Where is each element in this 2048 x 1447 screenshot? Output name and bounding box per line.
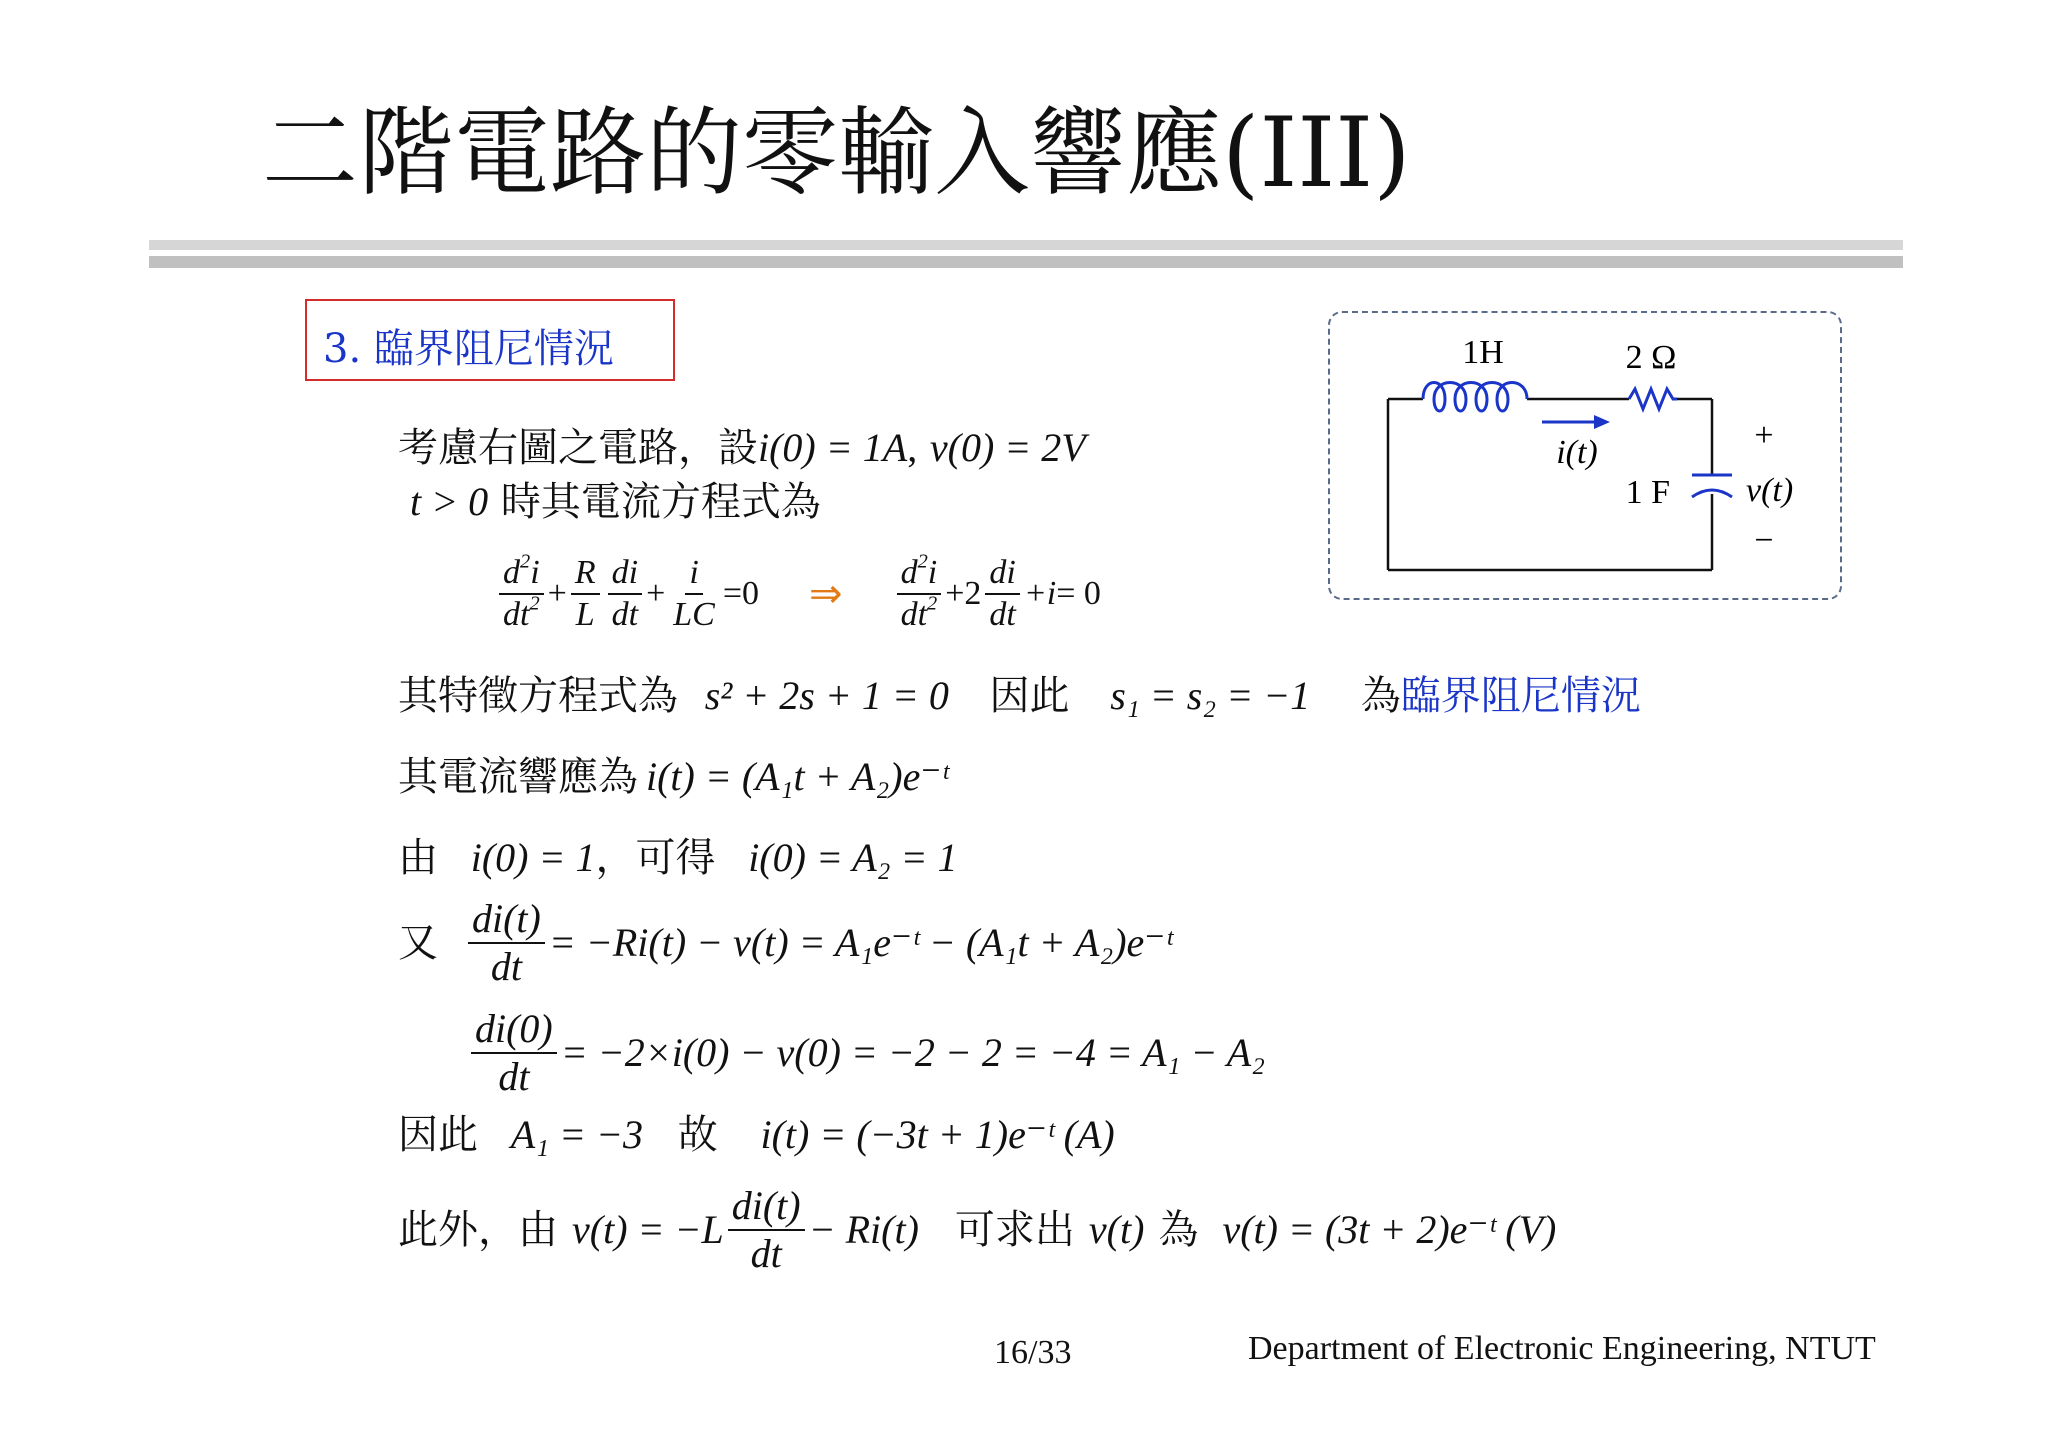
- separator: ,: [907, 425, 918, 470]
- v-expression-rhs: − Ri(t): [808, 1207, 919, 1252]
- voltage-line: 此外，由 v(t) = −L $\frac{di(t)}{dt}$ − Ri(t) 可求出 v(t) 為 v(t) = (3t + 2)e⁻ᵗ (V): [398, 1183, 1557, 1276]
- also-text: 又: [398, 920, 438, 966]
- plus-sign: +: [1754, 417, 1774, 454]
- a1-value: A₁ = −3: [510, 1112, 644, 1157]
- as-text: 為: [1158, 1207, 1199, 1253]
- obtain-text: ，可得: [595, 835, 716, 881]
- case-name: 臨界阻尼情況: [1400, 673, 1641, 719]
- final-current: i(t) = (−3t + 1)e⁻ᵗ (A): [760, 1112, 1115, 1157]
- minus-sign: −: [1754, 522, 1774, 559]
- page-number: 16/33: [994, 1334, 1072, 1371]
- inductor-icon: [1423, 383, 1527, 412]
- solve-text: 可求出: [954, 1207, 1075, 1253]
- final-voltage: v(t) = (3t + 2)e⁻ᵗ (V): [1222, 1207, 1557, 1252]
- condition-text: 時其電流方程式為: [500, 479, 821, 525]
- roots: s₁ = s₂ = −1: [1110, 673, 1311, 718]
- i0-condition: i(0) = 1: [470, 835, 596, 880]
- derivative-zero-line: $\frac{di(0)}{dt}$ = −2×i(0) − v(0) = −2 − 2 = −4 = A₁ − A₂: [467, 1008, 1265, 1098]
- circuit-diagram: [1328, 311, 1842, 600]
- result-current-line: [398, 1112, 1115, 1158]
- capacitor-icon: [1692, 475, 1732, 497]
- slide-title: 二階電路的零輸入響應(III): [262, 97, 1411, 209]
- from-text: 由: [398, 835, 438, 881]
- derivative-line: 又 $\frac{di(t)}{dt}$ = −Ri(t) − v(t) = A₁e⁻ᵗ − (A₁t + A₂)e⁻ᵗ: [398, 896, 1173, 989]
- implies-arrow-icon: ⇒: [809, 570, 843, 617]
- response-equation: i(t) = (A₁t + A₂)e⁻ᵗ: [646, 754, 949, 799]
- therefore-text-2: 因此: [398, 1112, 478, 1158]
- title-divider: [149, 240, 1903, 250]
- current-arrow-icon: [1542, 415, 1610, 429]
- char-text: 其特徵方程式為: [398, 673, 678, 719]
- therefore-text: 因此: [989, 673, 1070, 719]
- i0-equation: i(0) = A₂ = 1: [748, 835, 958, 880]
- case-label: 3. 臨界阻尼情況: [323, 326, 614, 372]
- department-footer: Department of Electronic Engineering, NTUT: [1248, 1330, 1876, 1367]
- initial-condition-line: [398, 835, 958, 881]
- response-text: 其電流響應為: [398, 754, 638, 800]
- inductor-label: 1H: [1462, 334, 1504, 371]
- capacitor-label: 1 F: [1625, 474, 1670, 511]
- v-expression-lhs: v(t) = −L: [572, 1207, 724, 1252]
- title-divider-lower: [149, 256, 1903, 268]
- time-condition: t > 0: [410, 479, 489, 524]
- response-line: [398, 754, 949, 800]
- intro-line: [398, 425, 1086, 471]
- init-current: i(0) = 1A: [758, 425, 908, 470]
- voltage-label: v(t): [1746, 472, 1794, 509]
- intro-text: 考慮右圖之電路，設: [398, 425, 758, 471]
- char-equation: s² + 2s + 1 = 0: [704, 673, 949, 718]
- current-label: i(t): [1556, 434, 1598, 471]
- derivative-rhs: = −Ri(t) − v(t) = A₁e⁻ᵗ − (A₁t + A₂)e⁻ᵗ: [548, 920, 1173, 965]
- hence-text: 故: [677, 1112, 718, 1158]
- differential-equation: $\frac{d^2i}{dt^2}$ + $\frac{R}{L}$ $\frac{di}{dt}$ + $\frac{i}{LC}$ =0 ⇒ $\frac{d^2i}{dt^2}$ +2 $\frac{di}{dt}$ +i = 0: [495, 555, 1101, 632]
- is-text: 為: [1360, 673, 1401, 719]
- resistor-icon: [1629, 389, 1677, 409]
- besides-text: 此外，由: [398, 1207, 558, 1253]
- resistor-label: 2 Ω: [1625, 339, 1677, 376]
- v-symbol: v(t): [1088, 1207, 1145, 1252]
- condition-line: [410, 479, 821, 525]
- characteristic-line: [398, 673, 1641, 719]
- init-voltage: v(0) = 2V: [929, 425, 1086, 470]
- derivative-zero-rhs: = −2×i(0) − v(0) = −2 − 2 = −4 = A₁ − A₂: [560, 1030, 1266, 1075]
